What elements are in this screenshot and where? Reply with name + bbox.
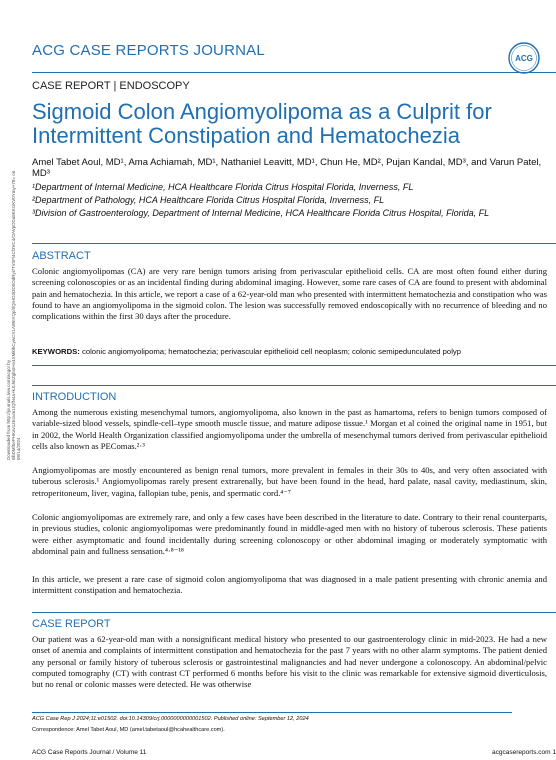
article-title: Sigmoid Colon Angiomyolipoma as a Culprit for Intermittent Constipation and Hematochezia	[32, 99, 492, 148]
keywords-label: KEYWORDS:	[32, 347, 80, 356]
affiliations	[32, 181, 552, 220]
abstract-rule	[32, 243, 556, 244]
affiliation-3: ³Division of Gastroenterology, Department of Internal Medicine, HCA Healthcare Florida Citrus Hospital, Florida, FL	[32, 208, 490, 218]
footer-journal-volume: ACG Case Reports Journal / Volume 11	[32, 749, 147, 756]
footer-website-page[interactable]: acgcasereports.com 1	[492, 749, 556, 756]
keywords	[32, 347, 461, 356]
keywords-list: colonic angiomyolipoma; hematochezia; perivascular epithelioid cell neoplasm; colonic semipedunculated polyp	[81, 347, 462, 356]
logo-text: ACG	[515, 54, 533, 63]
case-report-heading: CASE REPORT	[32, 618, 111, 630]
introduction-heading: INTRODUCTION	[32, 391, 117, 403]
citation-note: ACG Case Rep J 2024;11:e01502. doi:10.14309/crj.0000000000001502. Published online: September 12, 2024	[32, 716, 309, 722]
download-notice: Downloaded from http://journals.lww.com/acgcr by BhDMf5ePHKav1zEoum1tQfN4a+kJLhEZgbsIHo4XMi0hCywCX1AWnYQp/IlQrHD3i3D0OdRyi7TvSFl4Cf3VC4/OAVpDDa8KKGKV0Ymy+78= on 09/14/2024	[6, 170, 21, 460]
acg-logo	[508, 42, 540, 74]
intro-paragraph-3: Colonic angiomyolipomas are extremely rare, and only a few cases have been described in the literature to date. Contrary to their renal counterparts, in previous studies, colonic angiomyolipomas were predominantly found in middle-aged men with no history of tuberous sclerosis. These patients were either asymptomatic and found incidentally during screening colonoscopy or other abdominal imaging or moderately symptomatic with abdominal pain and fullness sensation.⁴·⁸⁻¹⁸	[32, 512, 547, 556]
page-footer	[32, 749, 556, 756]
author-list: Amel Tabet Aoul, MD¹, Ama Achiamah, MD¹, Nathaniel Leavitt, MD¹, Chun He, MD², Pujan Kandal, MD³, and Varun Patel, MD³	[32, 157, 542, 179]
footnote-rule	[32, 712, 512, 713]
abstract-text: Colonic angiomyolipomas (CA) are very rare benign tumors arising from perivascular epithelioid cells. CA are most often found either during screening colonoscopies or as an incidental finding during abdominal imaging. However, some rare cases of CA are found to present with abdominal pain and hematochezia. In this article, we report a case of a 62-year-old man who presented with intermittent hematochezia and constipation who was found to have an angiomyolipoma in the sigmoid colon. The lesion was successfully removed endoscopically with no recurrence of bleeding and no complications within the first 30 days after the procedure.	[32, 266, 547, 322]
affiliation-2: ²Department of Pathology, HCA Healthcare Florida Citrus Hospital Florida, Inverness, FL	[32, 195, 385, 205]
case-report-rule	[32, 612, 556, 613]
article-type: CASE REPORT | ENDOSCOPY	[32, 80, 190, 92]
intro-paragraph-2: Angiomyolipomas are mostly encountered as benign renal tumors, more prevalent in females in their 30s to 40s, and very often associated with tuberous sclerosis.¹ Angiomyolipomas rarely present extrarenally, but have been found in the head, hard palate, nasal cavity, mediastinum, skin, retroperitoneum, liver, vagina, fallopian tube, penis, and spermatic cord.⁴⁻⁷	[32, 465, 547, 498]
header-rule	[32, 72, 556, 73]
affiliation-1: ¹Department of Internal Medicine, HCA Healthcare Florida Citrus Hospital Florida, Inverness, FL	[32, 182, 414, 192]
correspondence-note: Correspondence: Amel Tabet Aoul, MD (amel.tabetaoul@hcahealthcare.com).	[32, 727, 225, 733]
abstract-heading: ABSTRACT	[32, 250, 91, 262]
introduction-rule	[32, 385, 556, 386]
intro-paragraph-1: Among the numerous existing mesenchymal tumors, angiomyolipoma, also known in the past as hamartoma, refers to benign tumors composed of variable-sized blood vessels, spindle-cell–type smooth muscle tissue, and mature adipose tissue.¹ Morgan et al coined the original name in 1951, but in 2002, the World Health Organization classified angiomyolipoma under the umbrella of mesenchymal tumors derived from perivascular epithelioid cells also known as PEComas.²·³	[32, 407, 547, 451]
case-report-text: Our patient was a 62-year-old man with a nonsignificant medical history who presented to our gastroenterology clinic in mid-2023. He had a new onset of anemia and complaints of intermittent constipation and hematochezia for the past 7 years with no other alarm symptoms. The patient denied any personal or family history of tuberous sclerosis or gastrointestinal malignancies and had never undergone a colonoscopy. An abdominal/pelvic computed tomography (CT) with contrast CT performed 6 months before his visit to the clinic was remarkable for extensive sigmoid diverticulosis, but no renal or colonic masses were detected. He was otherwise	[32, 634, 547, 690]
journal-name: ACG CASE REPORTS JOURNAL	[32, 42, 265, 59]
intro-paragraph-4: In this article, we present a rare case of sigmoid colon angiomyolipoma that was diagnosed in a male patient presenting with chronic anemia and intermittent constipation and hematochezia.	[32, 574, 547, 596]
download-sidebar	[6, 150, 21, 460]
abstract-bottom-rule	[32, 365, 556, 366]
